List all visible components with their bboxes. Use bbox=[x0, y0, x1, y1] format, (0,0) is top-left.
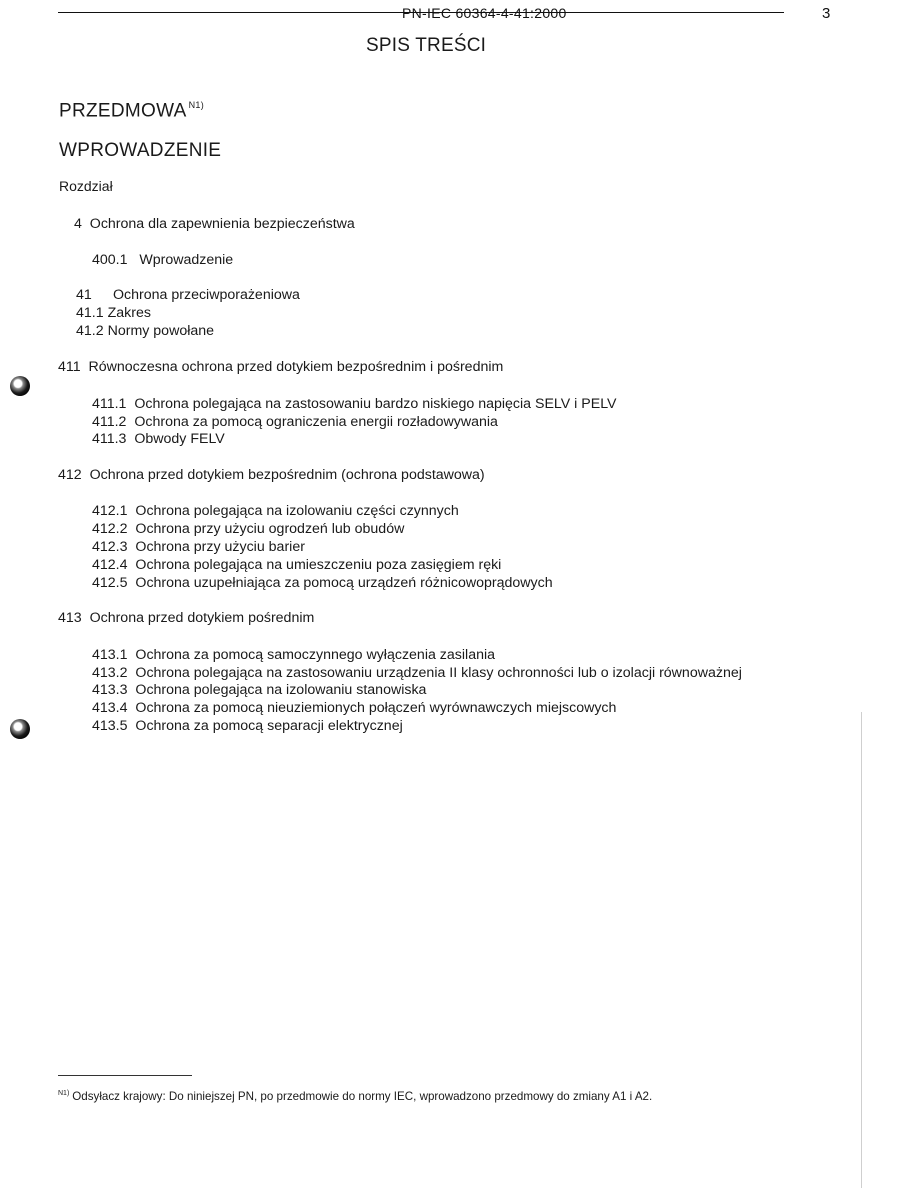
toc-entry-text: Ochrona za pomocą separacji elektrycznej bbox=[135, 718, 403, 734]
toc-entry bbox=[92, 717, 403, 735]
toc-entry-number: 413.5 bbox=[92, 718, 128, 734]
toc-entry bbox=[92, 699, 616, 717]
toc-entry-number: 41 bbox=[76, 287, 92, 303]
footnote-mark: N1) bbox=[58, 1090, 70, 1097]
toc-entry-text: Ochrona polegająca na izolowaniu stanowiska bbox=[135, 682, 427, 698]
toc-entry-text: Obwody FELV bbox=[134, 431, 225, 447]
toc-entry-text: Równoczesna ochrona przed dotykiem bezpośrednim i pośrednim bbox=[88, 359, 504, 375]
toc-entry-number: 413 bbox=[58, 610, 82, 626]
toc-entry bbox=[92, 538, 305, 556]
toc-entry bbox=[92, 646, 495, 664]
toc-entry-number: 400.1 bbox=[92, 252, 128, 268]
toc-entry bbox=[92, 520, 404, 538]
toc-entry-text: Ochrona przeciwporażeniowa bbox=[113, 287, 300, 303]
toc-entry-text: Ochrona przy użyciu ogrodzeń lub obudów bbox=[135, 521, 405, 537]
toc-entry bbox=[92, 502, 459, 520]
heading-przedmowa-text: PRZEDMOWA bbox=[59, 100, 187, 122]
toc-entry bbox=[92, 681, 426, 699]
toc-entry-number: 412.4 bbox=[92, 557, 128, 573]
footnote-rule bbox=[58, 1075, 192, 1076]
toc-entry bbox=[58, 466, 485, 484]
toc-entry bbox=[76, 322, 214, 340]
punch-hole-icon bbox=[10, 719, 30, 739]
heading-wprowadzenie: WPROWADZENIE bbox=[59, 140, 222, 161]
toc-entry-number: 411.2 bbox=[92, 414, 127, 430]
toc-entry bbox=[92, 556, 501, 574]
toc-entry-number: 411.3 bbox=[92, 431, 127, 447]
toc-entry bbox=[76, 304, 151, 322]
toc-entry-text: Ochrona uzupełniająca za pomocą urządzeń różnicowoprądowych bbox=[135, 575, 553, 591]
toc-entry-text: Ochrona za pomocą nieuziemionych połączeń wyrównawczych miejscowych bbox=[135, 700, 617, 716]
footnote-reference: N1) bbox=[188, 100, 205, 110]
toc-entry-number: 412 bbox=[58, 467, 82, 483]
toc-entry bbox=[58, 358, 503, 376]
toc-entry-text: Zakres bbox=[107, 305, 151, 321]
toc-entry bbox=[92, 413, 498, 431]
page-title: SPIS TREŚCI bbox=[366, 35, 487, 56]
toc-entry-text: Ochrona za pomocą samoczynnego wyłączenia zasilania bbox=[135, 647, 496, 663]
toc-entry bbox=[92, 664, 742, 682]
toc-entry-text: Ochrona polegająca na zastosowaniu bardzo niskiego napięcia SELV i PELV bbox=[134, 396, 617, 412]
page-number: 3 bbox=[822, 5, 831, 22]
toc-entry-text: Ochrona przy użyciu barier bbox=[135, 539, 305, 555]
toc-entry-number: 413.1 bbox=[92, 647, 128, 663]
toc-entry-number: 4 bbox=[74, 216, 82, 232]
toc-entry-number: 41.1 bbox=[76, 305, 104, 321]
toc-entry-text: Normy powołane bbox=[107, 323, 215, 339]
punch-hole-icon bbox=[10, 376, 30, 396]
toc-entry-number: 413.2 bbox=[92, 665, 128, 681]
toc-entry-number: 412.5 bbox=[92, 575, 128, 591]
toc-entry-text: Wprowadzenie bbox=[139, 252, 234, 268]
toc-entry-text: Ochrona polegająca na umieszczeniu poza zasięgiem ręki bbox=[135, 557, 502, 573]
footnote-text: Odsyłacz krajowy: Do niniejszej PN, po przedmowie do normy IEC, wprowadzono przedmowy do zmiany A1 i A2. bbox=[72, 1089, 653, 1103]
footnote bbox=[58, 1087, 652, 1104]
document-code: PN-IEC 60364-4-41:2000 bbox=[402, 5, 567, 21]
scan-edge-line bbox=[861, 712, 862, 1188]
toc-entry-text: Ochrona przed dotykiem bezpośrednim (ochrona podstawowa) bbox=[89, 467, 485, 483]
toc-entry bbox=[92, 574, 553, 592]
toc-entry bbox=[92, 395, 617, 413]
toc-entry bbox=[74, 215, 355, 233]
toc-entry bbox=[76, 286, 300, 304]
header-rule bbox=[58, 5, 831, 22]
toc-entry-number: 412.1 bbox=[92, 503, 128, 519]
toc-entry bbox=[58, 609, 314, 627]
toc-entry-number: 413.3 bbox=[92, 682, 128, 698]
heading-przedmowa bbox=[59, 94, 204, 123]
toc-entry-number: 411 bbox=[58, 359, 81, 375]
toc-entry-text: Ochrona polegająca na zastosowaniu urządzenia II klasy ochronności lub o izolacji równoważnej bbox=[135, 665, 742, 681]
rozdzial-label: Rozdział bbox=[59, 178, 113, 194]
toc-entry bbox=[92, 251, 233, 269]
toc-entry-number: 41.2 bbox=[76, 323, 104, 339]
toc-entry-number: 413.4 bbox=[92, 700, 128, 716]
toc-entry-number: 411.1 bbox=[92, 396, 127, 412]
toc-entry-number: 412.2 bbox=[92, 521, 128, 537]
toc-entry-text: Ochrona za pomocą ograniczenia energii rozładowywania bbox=[134, 414, 498, 430]
toc-entry bbox=[92, 430, 225, 448]
toc-entry-text: Ochrona polegająca na izolowaniu części czynnych bbox=[135, 503, 459, 519]
toc-entry-text: Ochrona dla zapewnienia bezpieczeństwa bbox=[89, 216, 355, 232]
toc-entry-text: Ochrona przed dotykiem pośrednim bbox=[89, 610, 315, 626]
toc-entry-number: 412.3 bbox=[92, 539, 128, 555]
